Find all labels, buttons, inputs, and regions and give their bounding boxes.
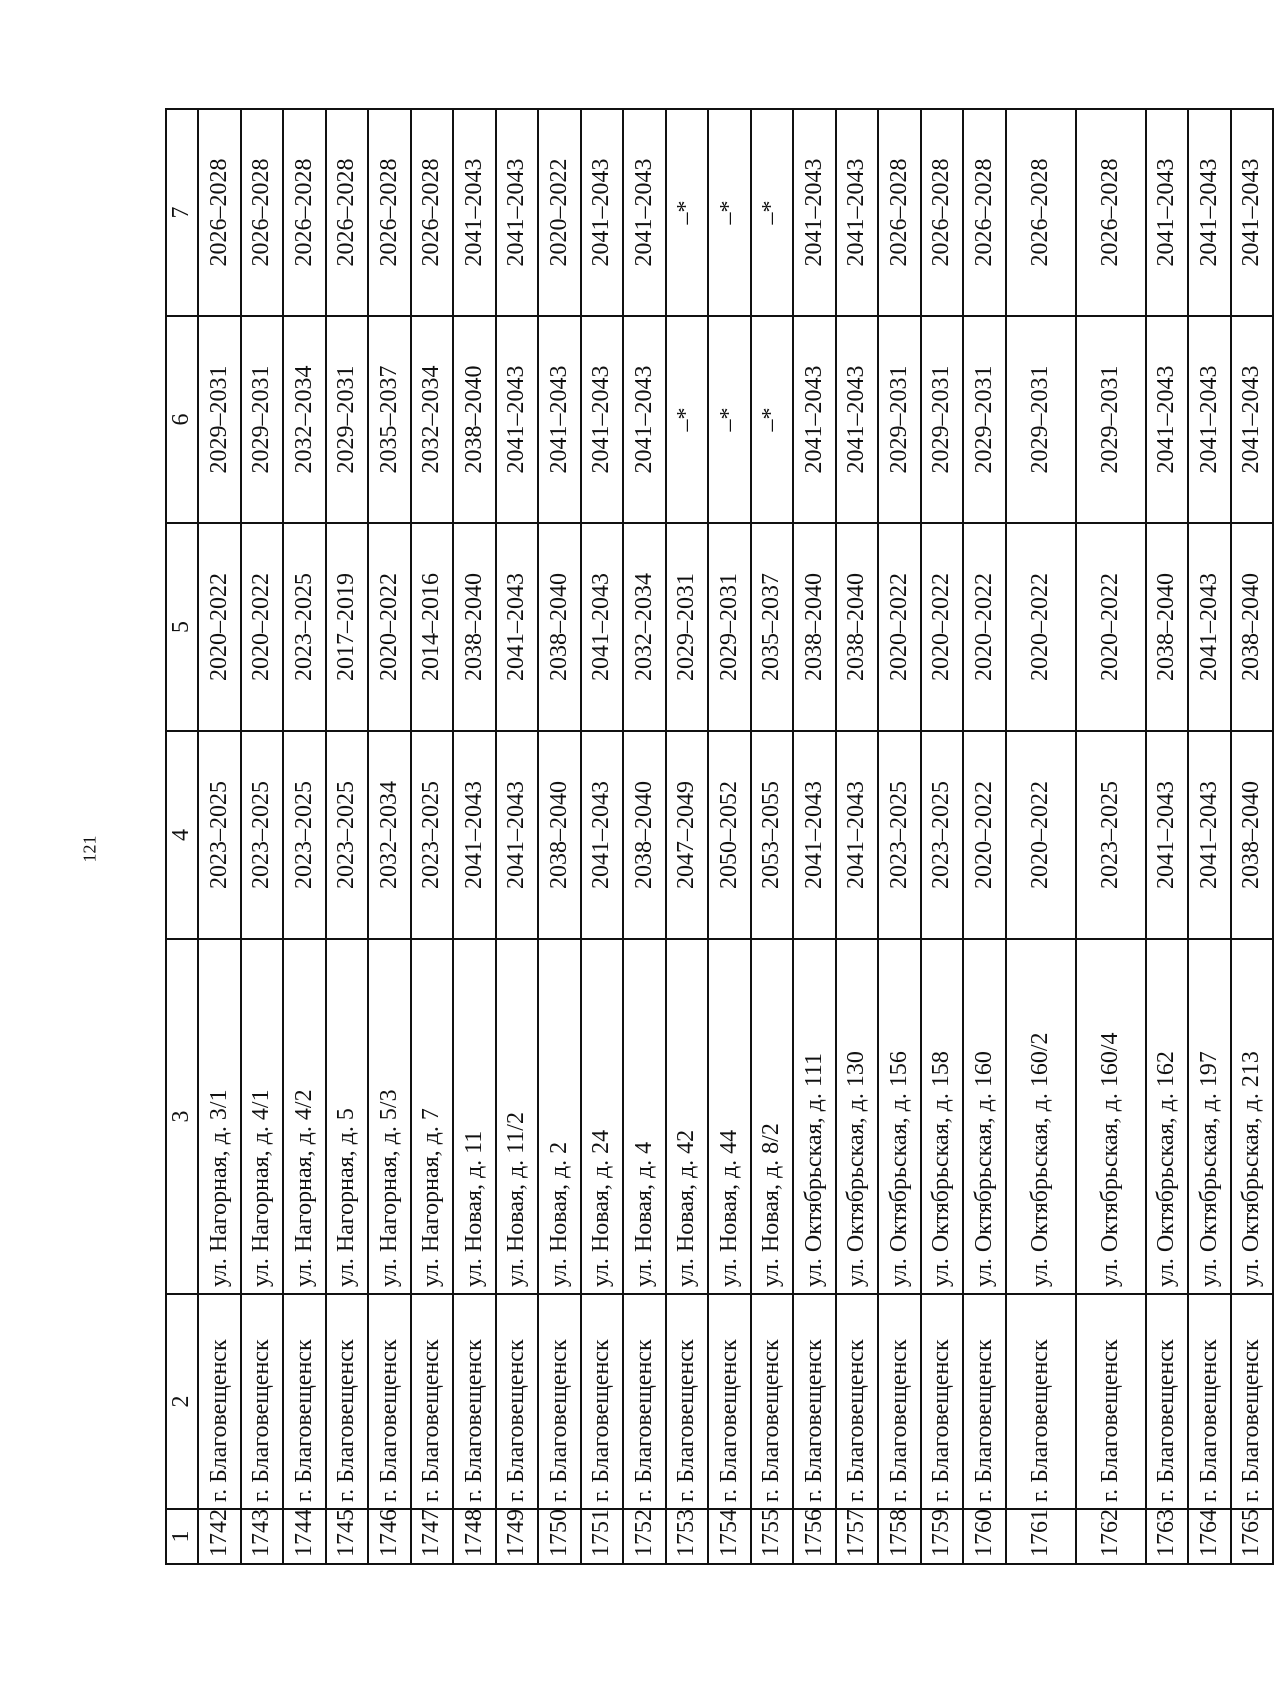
table-cell: 2023–2025 <box>1076 731 1146 939</box>
table-cell: г. Благовещенск <box>496 1294 539 1509</box>
table-cell: 1757 <box>836 1509 879 1564</box>
table-cell: 2032–2034 <box>368 731 411 939</box>
table-cell: –* <box>708 109 751 316</box>
table-cell: 2050–2052 <box>708 731 751 939</box>
table-cell: 2041–2043 <box>836 731 879 939</box>
table-cell: 2041–2043 <box>581 316 624 523</box>
data-table <box>165 108 1274 1565</box>
table-cell: 2029–2031 <box>198 316 241 523</box>
table-cell: 1756 <box>793 1509 836 1564</box>
table-cell: 2041–2043 <box>581 523 624 731</box>
table-cell: г. Благовещенск <box>793 1294 836 1509</box>
table-cell: 1746 <box>368 1509 411 1564</box>
table-cell: ул. Нагорная, д. 5 <box>326 939 369 1294</box>
table-cell: 2023–2025 <box>198 731 241 939</box>
table-cell: 2041–2043 <box>1188 109 1231 316</box>
table-row <box>198 109 241 1564</box>
table-cell: 2041–2043 <box>1231 109 1274 316</box>
table-cell: 2038–2040 <box>538 731 581 939</box>
table-cell: 1755 <box>751 1509 794 1564</box>
table-cell: 2041–2043 <box>1146 316 1189 523</box>
table-cell: ул. Новая, д. 11/2 <box>496 939 539 1294</box>
table-cell: 2029–2031 <box>1076 316 1146 523</box>
table-cell: –* <box>666 316 709 523</box>
table-cell: 2041–2043 <box>836 316 879 523</box>
table-cell: 2038–2040 <box>1146 523 1189 731</box>
table-cell: г. Благовещенск <box>708 1294 751 1509</box>
table-cell: 1761 <box>1006 1509 1076 1564</box>
table-cell: 2020–2022 <box>921 523 964 731</box>
table-cell: 2038–2040 <box>836 523 879 731</box>
table-cell: 2026–2028 <box>878 109 921 316</box>
table-row <box>368 109 411 1564</box>
table-cell: 2038–2040 <box>453 523 496 731</box>
table-cell: 2041–2043 <box>1231 316 1274 523</box>
table-cell: г. Благовещенск <box>1146 1294 1189 1509</box>
table-cell: г. Благовещенск <box>411 1294 454 1509</box>
table-cell: ул. Новая, д. 44 <box>708 939 751 1294</box>
table-cell: 1764 <box>1188 1509 1231 1564</box>
table-cell: г. Благовещенск <box>1076 1294 1146 1509</box>
table-cell: 2029–2031 <box>708 523 751 731</box>
table-cell: 2023–2025 <box>241 731 284 939</box>
table-cell: 2035–2037 <box>368 316 411 523</box>
table-cell: ул. Октябрьская, д. 213 <box>1231 939 1274 1294</box>
column-header: 2 <box>166 1294 198 1509</box>
table-cell: г. Благовещенск <box>326 1294 369 1509</box>
table-cell: 2041–2043 <box>1146 731 1189 939</box>
table-row <box>538 109 581 1564</box>
table-cell: г. Благовещенск <box>198 1294 241 1509</box>
table-cell: 2041–2043 <box>496 316 539 523</box>
table-cell: ул. Октябрьская, д. 160/4 <box>1076 939 1146 1294</box>
table-cell: 2020–2022 <box>1006 731 1076 939</box>
table-cell: 2038–2040 <box>623 731 666 939</box>
table-cell: 2038–2040 <box>538 523 581 731</box>
table-row <box>283 109 326 1564</box>
table-row <box>666 109 709 1564</box>
table-cell: 2041–2043 <box>453 109 496 316</box>
table-cell: 2041–2043 <box>623 316 666 523</box>
table-cell: 1765 <box>1231 1509 1274 1564</box>
table-cell: –* <box>708 316 751 523</box>
table-cell: г. Благовещенск <box>1006 1294 1076 1509</box>
table-cell: ул. Нагорная, д. 5/3 <box>368 939 411 1294</box>
table-cell: 2020–2022 <box>963 523 1006 731</box>
table-row <box>921 109 964 1564</box>
column-header: 1 <box>166 1509 198 1564</box>
table-cell: 2026–2028 <box>241 109 284 316</box>
table-cell: 2041–2043 <box>793 316 836 523</box>
table-cell: –* <box>666 109 709 316</box>
table-cell: ул. Новая, д. 11 <box>453 939 496 1294</box>
table-cell: г. Благовещенск <box>581 1294 624 1509</box>
table-cell: 2029–2031 <box>241 316 284 523</box>
table-cell: 1748 <box>453 1509 496 1564</box>
column-header: 5 <box>166 523 198 731</box>
table-cell: 2041–2043 <box>581 109 624 316</box>
table-cell: ул. Октябрьская, д. 158 <box>921 939 964 1294</box>
column-header: 7 <box>166 109 198 316</box>
table-cell: 2023–2025 <box>878 731 921 939</box>
table-cell: г. Благовещенск <box>623 1294 666 1509</box>
table-cell: 2026–2028 <box>1076 109 1146 316</box>
table-cell: 2026–2028 <box>921 109 964 316</box>
table-cell: 1747 <box>411 1509 454 1564</box>
table-cell: 2026–2028 <box>411 109 454 316</box>
table-cell: 2026–2028 <box>198 109 241 316</box>
table-cell: 2026–2028 <box>326 109 369 316</box>
table-cell: 1744 <box>283 1509 326 1564</box>
table-cell: 2017–2019 <box>326 523 369 731</box>
table-cell: 2038–2040 <box>1231 523 1274 731</box>
table-cell: 1759 <box>921 1509 964 1564</box>
table-cell: ул. Новая, д. 8/2 <box>751 939 794 1294</box>
table-row <box>793 109 836 1564</box>
table-row <box>623 109 666 1564</box>
table-row <box>581 109 624 1564</box>
table-cell: ул. Новая, д. 42 <box>666 939 709 1294</box>
table-cell: ул. Октябрьская, д. 160 <box>963 939 1006 1294</box>
column-header: 3 <box>166 939 198 1294</box>
table-cell: 2038–2040 <box>453 316 496 523</box>
table-cell: 2041–2043 <box>1188 316 1231 523</box>
table-cell: 2023–2025 <box>921 731 964 939</box>
table-cell: г. Благовещенск <box>453 1294 496 1509</box>
table-cell: 2020–2022 <box>368 523 411 731</box>
table-cell: 2029–2031 <box>878 316 921 523</box>
table-cell: 1762 <box>1076 1509 1146 1564</box>
table-cell: 1749 <box>496 1509 539 1564</box>
table-cell: 2041–2043 <box>453 731 496 939</box>
table-cell: 2029–2031 <box>326 316 369 523</box>
table-cell: 2020–2022 <box>878 523 921 731</box>
table-cell: 2020–2022 <box>198 523 241 731</box>
table-row <box>453 109 496 1564</box>
table-cell: –* <box>751 109 794 316</box>
table-cell: 2041–2043 <box>496 731 539 939</box>
table-cell: ул. Октябрьская, д. 197 <box>1188 939 1231 1294</box>
table-cell: 1753 <box>666 1509 709 1564</box>
table-row <box>751 109 794 1564</box>
table-cell: 2041–2043 <box>793 731 836 939</box>
table-cell: 2041–2043 <box>496 523 539 731</box>
table-cell: г. Благовещенск <box>878 1294 921 1509</box>
table-cell: 1750 <box>538 1509 581 1564</box>
table-row <box>708 109 751 1564</box>
table-row <box>411 109 454 1564</box>
table-cell: г. Благовещенск <box>1231 1294 1274 1509</box>
table-cell: 2023–2025 <box>283 731 326 939</box>
table-cell: ул. Нагорная, д. 7 <box>411 939 454 1294</box>
table-cell: 1751 <box>581 1509 624 1564</box>
table-cell: 1742 <box>198 1509 241 1564</box>
table-row <box>496 109 539 1564</box>
table-cell: 2041–2043 <box>538 316 581 523</box>
header-row <box>166 109 198 1564</box>
table-cell: 2032–2034 <box>283 316 326 523</box>
table-cell: 2041–2043 <box>623 109 666 316</box>
column-header: 6 <box>166 316 198 523</box>
table-cell: г. Благовещенск <box>836 1294 879 1509</box>
table-cell: ул. Новая, д. 24 <box>581 939 624 1294</box>
table-cell: 2026–2028 <box>1006 109 1076 316</box>
table-cell: г. Благовещенск <box>368 1294 411 1509</box>
table-cell: 1743 <box>241 1509 284 1564</box>
table-row <box>1146 109 1189 1564</box>
table-cell: 1754 <box>708 1509 751 1564</box>
table-cell: 2041–2043 <box>836 109 879 316</box>
table-cell: г. Благовещенск <box>538 1294 581 1509</box>
table-cell: 2035–2037 <box>751 523 794 731</box>
table-cell: г. Благовещенск <box>666 1294 709 1509</box>
table-row <box>1231 109 1274 1564</box>
table-cell: 2047–2049 <box>666 731 709 939</box>
table-cell: 2020–2022 <box>241 523 284 731</box>
table-cell: 2038–2040 <box>793 523 836 731</box>
table-cell: 1758 <box>878 1509 921 1564</box>
table-row <box>1188 109 1231 1564</box>
table-cell: 2053–2055 <box>751 731 794 939</box>
table-row <box>878 109 921 1564</box>
table-cell: 2020–2022 <box>538 109 581 316</box>
table-cell: 2041–2043 <box>581 731 624 939</box>
table-cell: г. Благовещенск <box>1188 1294 1231 1509</box>
table-cell: ул. Нагорная, д. 4/2 <box>283 939 326 1294</box>
table-cell: 1763 <box>1146 1509 1189 1564</box>
table-cell: 2029–2031 <box>666 523 709 731</box>
table-cell: ул. Новая, д. 4 <box>623 939 666 1294</box>
table-cell: 2020–2022 <box>1076 523 1146 731</box>
table-cell: г. Благовещенск <box>921 1294 964 1509</box>
table-cell: 2023–2025 <box>411 731 454 939</box>
table-cell: 2041–2043 <box>496 109 539 316</box>
table-cell: ул. Новая, д. 2 <box>538 939 581 1294</box>
table-cell: г. Благовещенск <box>283 1294 326 1509</box>
table-cell: 2041–2043 <box>1188 523 1231 731</box>
table-cell: 2014–2016 <box>411 523 454 731</box>
table-cell: ул. Октябрьская, д. 156 <box>878 939 921 1294</box>
table-row <box>963 109 1006 1564</box>
table-cell: 2032–2034 <box>411 316 454 523</box>
table-cell: 2023–2025 <box>283 523 326 731</box>
table-body <box>198 109 1273 1564</box>
table-cell: 2026–2028 <box>283 109 326 316</box>
table-row <box>836 109 879 1564</box>
rotated-table-container <box>165 110 1265 1565</box>
table-cell: ул. Октябрьская, д. 162 <box>1146 939 1189 1294</box>
table-cell: 2038–2040 <box>1231 731 1274 939</box>
table-cell: 2041–2043 <box>1188 731 1231 939</box>
table-cell: 2041–2043 <box>793 109 836 316</box>
table-cell: 1752 <box>623 1509 666 1564</box>
table-cell: г. Благовещенск <box>963 1294 1006 1509</box>
table-cell: 2032–2034 <box>623 523 666 731</box>
table-cell: г. Благовещенск <box>241 1294 284 1509</box>
table-row <box>1006 109 1076 1564</box>
table-row <box>241 109 284 1564</box>
table-cell: 1745 <box>326 1509 369 1564</box>
table-cell: 2029–2031 <box>963 316 1006 523</box>
table-cell: ул. Нагорная, д. 3/1 <box>198 939 241 1294</box>
table-cell: ул. Нагорная, д. 4/1 <box>241 939 284 1294</box>
table-cell: ул. Октябрьская, д. 111 <box>793 939 836 1294</box>
table-cell: 2026–2028 <box>963 109 1006 316</box>
table-cell: 2020–2022 <box>963 731 1006 939</box>
table-row <box>1076 109 1146 1564</box>
table-cell: ул. Октябрьская, д. 160/2 <box>1006 939 1076 1294</box>
table-cell: 2023–2025 <box>326 731 369 939</box>
table-cell: 2029–2031 <box>921 316 964 523</box>
table-cell: –* <box>751 316 794 523</box>
table-row <box>326 109 369 1564</box>
column-header: 4 <box>166 731 198 939</box>
table-cell: 2041–2043 <box>1146 109 1189 316</box>
table-cell: 2026–2028 <box>368 109 411 316</box>
page-number: 121 <box>79 835 100 863</box>
table-cell: г. Благовещенск <box>751 1294 794 1509</box>
table-cell: ул. Октябрьская, д. 130 <box>836 939 879 1294</box>
table-cell: 1760 <box>963 1509 1006 1564</box>
table-cell: 2029–2031 <box>1006 316 1076 523</box>
table-cell: 2020–2022 <box>1006 523 1076 731</box>
